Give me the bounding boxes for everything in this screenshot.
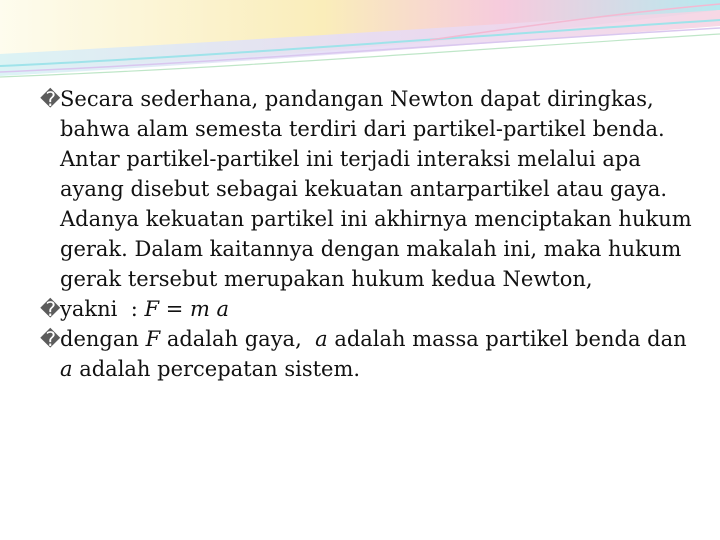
bullet-icon: �: [40, 87, 61, 111]
definition-text-4: adalah percepatan sistem.: [72, 357, 361, 381]
bullet-icon: �: [40, 297, 61, 321]
definition-text-3: adalah massa partikel benda dan: [327, 327, 700, 351]
paragraph-newton-view: [40, 84, 700, 294]
decorative-banner: [0, 0, 720, 90]
variable-a-acceleration: a: [60, 357, 73, 381]
paragraph-text: Secara sederhana, pandangan Newton dapat diringkas, bahwa alam semesta terdiri dari partikel-partikel benda. Antar partikel-partikel ini terjadi interaksi melalui apa ayang disebut sebagai kekuatan antarpartikel atau gaya. Adanya kekuatan partikel ini akhirnya menciptakan hukum gerak. Dalam kaitannya dengan makalah ini, maka hukum gerak tersebut merupakan hukum kedua Newton,: [60, 87, 699, 291]
definition-text-2: adalah gaya,: [160, 327, 316, 351]
variable-f: F: [145, 327, 161, 351]
formula-prefix: yakni :: [60, 297, 145, 321]
variable-a-mass: a: [315, 327, 328, 351]
formula-line: [40, 294, 700, 324]
newton-second-law-formula: F = m a: [144, 297, 230, 321]
bullet-icon: �: [40, 327, 61, 351]
definition-line: [40, 324, 700, 384]
definition-text-1: dengan: [60, 327, 146, 351]
slide-body: [40, 84, 700, 384]
